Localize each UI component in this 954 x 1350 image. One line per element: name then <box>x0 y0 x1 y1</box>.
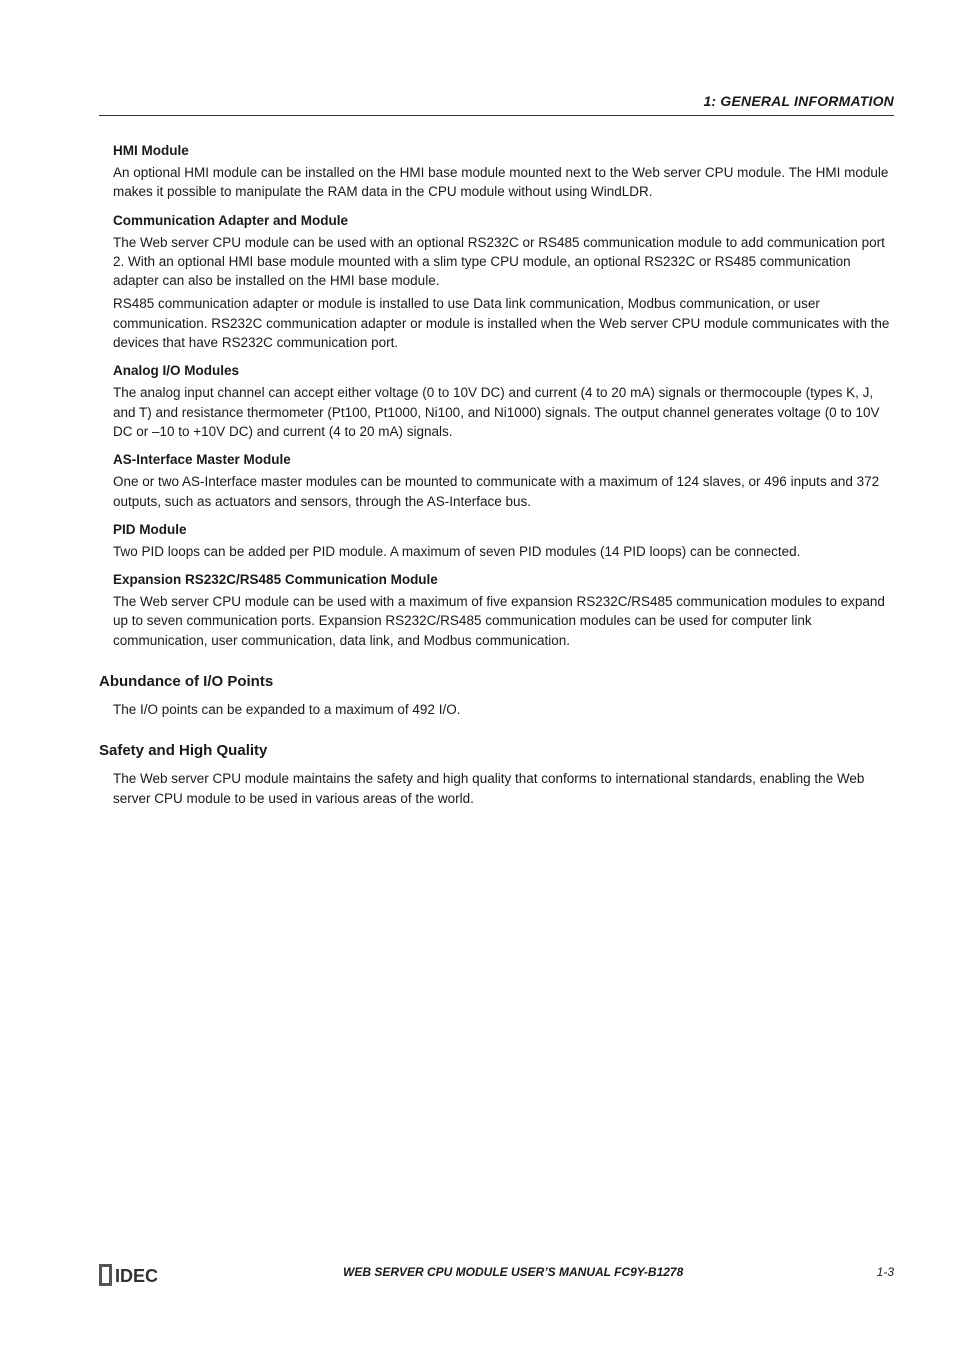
section-title: HMI Module <box>113 143 189 158</box>
section-analog-io <box>113 362 894 441</box>
section-paragraph: Two PID loops can be added per PID module. A maximum of seven PID modules (14 PID loops) can be connected. <box>113 543 801 559</box>
section-paragraph: The Web server CPU module can be used with a maximum of five expansion RS232C/RS485 communication modules to expand up to seven communication ports. Expansion RS232C/RS485 communication modules can be used for computer link communication, user communication, data link, and Modbus communication. <box>113 594 885 648</box>
section-paragraph: The Web server CPU module can be used with an optional RS232C or RS485 communication module to add communication port 2. With an optional HMI base module mounted with a slim type CPU module, an optional RS232C or RS485 communication adapter can also be installed on the HMI base module. <box>113 234 885 289</box>
section-title: Analog I/O Modules <box>113 363 240 379</box>
abundance-heading: Abundance of I/O Points <box>99 673 274 691</box>
section-paragraph: RS485 communication adapter or module is installed to use Data link communication, Modbus communication, or user communication. RS232C communication adapter or module is installed when the Web server CPU module communicates with the devices that have RS232C communication port. <box>113 296 890 351</box>
section-title: Communication Adapter and Module <box>113 212 349 228</box>
abundance-paragraph: The I/O points can be expanded to a maximum of 492 I/O. <box>113 702 461 718</box>
safety-heading: Safety and High Quality <box>99 742 268 760</box>
header-divider <box>99 115 894 116</box>
section-paragraph: An optional HMI module can be installed on the HMI base module mounted next to the Web server CPU module. The HMI module makes it possible to manipulate the RAM data in the CPU module without using WindLDR. <box>113 165 889 200</box>
chapter-title: 1: GENERAL INFORMATION <box>703 93 894 109</box>
logo-bar-inner <box>102 1267 109 1283</box>
page-body <box>99 142 894 812</box>
safety-paragraph: The Web server CPU module maintains the safety and high quality that conforms to international standards, enabling the Web server CPU module to be used in various areas of the world. <box>113 771 865 806</box>
section-pid-module <box>113 521 894 561</box>
manual-title: WEB SERVER CPU MODULE USER’S MANUAL FC9Y-B1278 <box>343 1265 684 1279</box>
page-number: 1-3 <box>876 1265 894 1279</box>
section-communication-adapter <box>113 212 894 353</box>
section-as-interface <box>113 451 894 511</box>
section-expansion-comm <box>113 571 894 650</box>
section-title: Expansion RS232C/RS485 Communication Module <box>113 572 438 588</box>
section-title: PID Module <box>113 521 187 537</box>
section-title: AS-Interface Master Module <box>113 452 291 468</box>
section-paragraph: One or two AS-Interface master modules can be mounted to communicate with a maximum of 124 slaves, or 496 inputs and 372 outputs, such as actuators and sensors, through the AS-Interface bus. <box>113 474 880 509</box>
idec-logo <box>99 1264 171 1286</box>
section-paragraph: The analog input channel can accept either voltage (0 to 10V DC) and current (4 to 20 mA) signals or thermocouple (types K, J, and T) and resistance thermometer (Pt100, Pt1000, Ni100, and Ni1000) signals. The output channel generates voltage (0 to 10V DC or –10 to +10V DC) and current (4 to 20 mA) signals. <box>113 385 880 439</box>
section-hmi-module <box>113 142 894 202</box>
logo-text: IDEC <box>115 1266 159 1286</box>
